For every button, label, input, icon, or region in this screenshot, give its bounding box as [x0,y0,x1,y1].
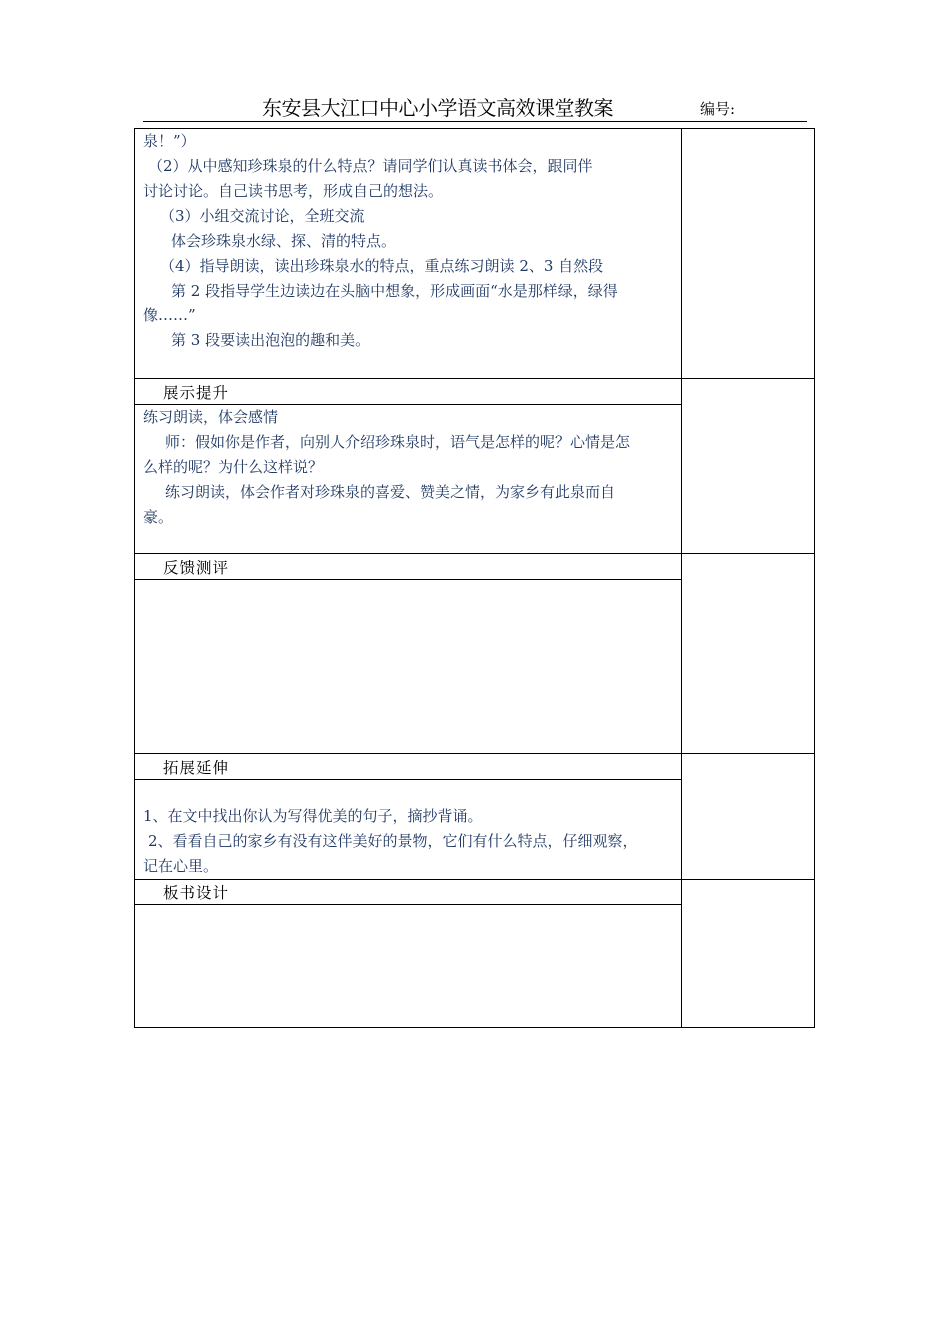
text-line: 记在心里。 [143,857,219,875]
header-rule [143,121,807,122]
section-label-display: 展示提升 [163,384,230,402]
text-line: 像……” [143,306,196,324]
section-label-extension: 拓展延伸 [163,759,230,777]
text-line: 么样的呢？为什么这样说？ [143,458,324,476]
row-divider [134,553,815,554]
text-line: 练习朗读，体会感情 [143,408,279,426]
text-line: 泉！”） [143,132,196,150]
text-line: 2、看看自己的家乡有没有这伴美好的景物，它们有什么特点，仔细观察， [148,832,638,850]
text-line: 第 2 段指导学生边读边在头脑中想象，形成画面“水是那样绿，绿得 [171,282,618,300]
row-divider [134,753,815,754]
text-line: （3）小组交流讨论，全班交流 [160,207,365,225]
header-title: 东安县大江口中心小学语文高效课堂教案 [262,96,613,120]
label-divider [134,579,681,580]
label-divider [134,404,681,405]
text-line: （2）从中感知珍珠泉的什么特点？请同学们认真读书体会，跟同伴 [148,157,593,175]
label-divider [134,904,681,905]
number-label: 编号: [700,100,736,118]
text-line: （4）指导朗读，读出珍珠泉水的特点，重点练习朗读 2、3 自然段 [160,257,604,275]
section-label-board: 板书设计 [163,884,230,902]
row-divider [134,879,815,880]
text-line: 1、在文中找出你认为写得优美的句子，摘抄背诵。 [143,807,483,825]
label-divider [134,779,681,780]
column-divider [681,128,682,1028]
row-divider [134,378,815,379]
text-line: 豪。 [143,508,174,526]
text-line: 讨论讨论。自己读书思考，形成自己的想法。 [143,182,444,200]
section-label-feedback: 反馈测评 [163,559,230,577]
text-line: 师：假如你是作者，向别人介绍珍珠泉时，语气是怎样的呢？心情是怎 [165,433,631,451]
text-line: 第 3 段要读出泡泡的趣和美。 [171,331,371,349]
text-line: 练习朗读，体会作者对珍珠泉的喜爱、赞美之情，为家乡有此泉而自 [165,483,616,501]
text-line: 体会珍珠泉水绿、探、清的特点。 [171,232,397,250]
